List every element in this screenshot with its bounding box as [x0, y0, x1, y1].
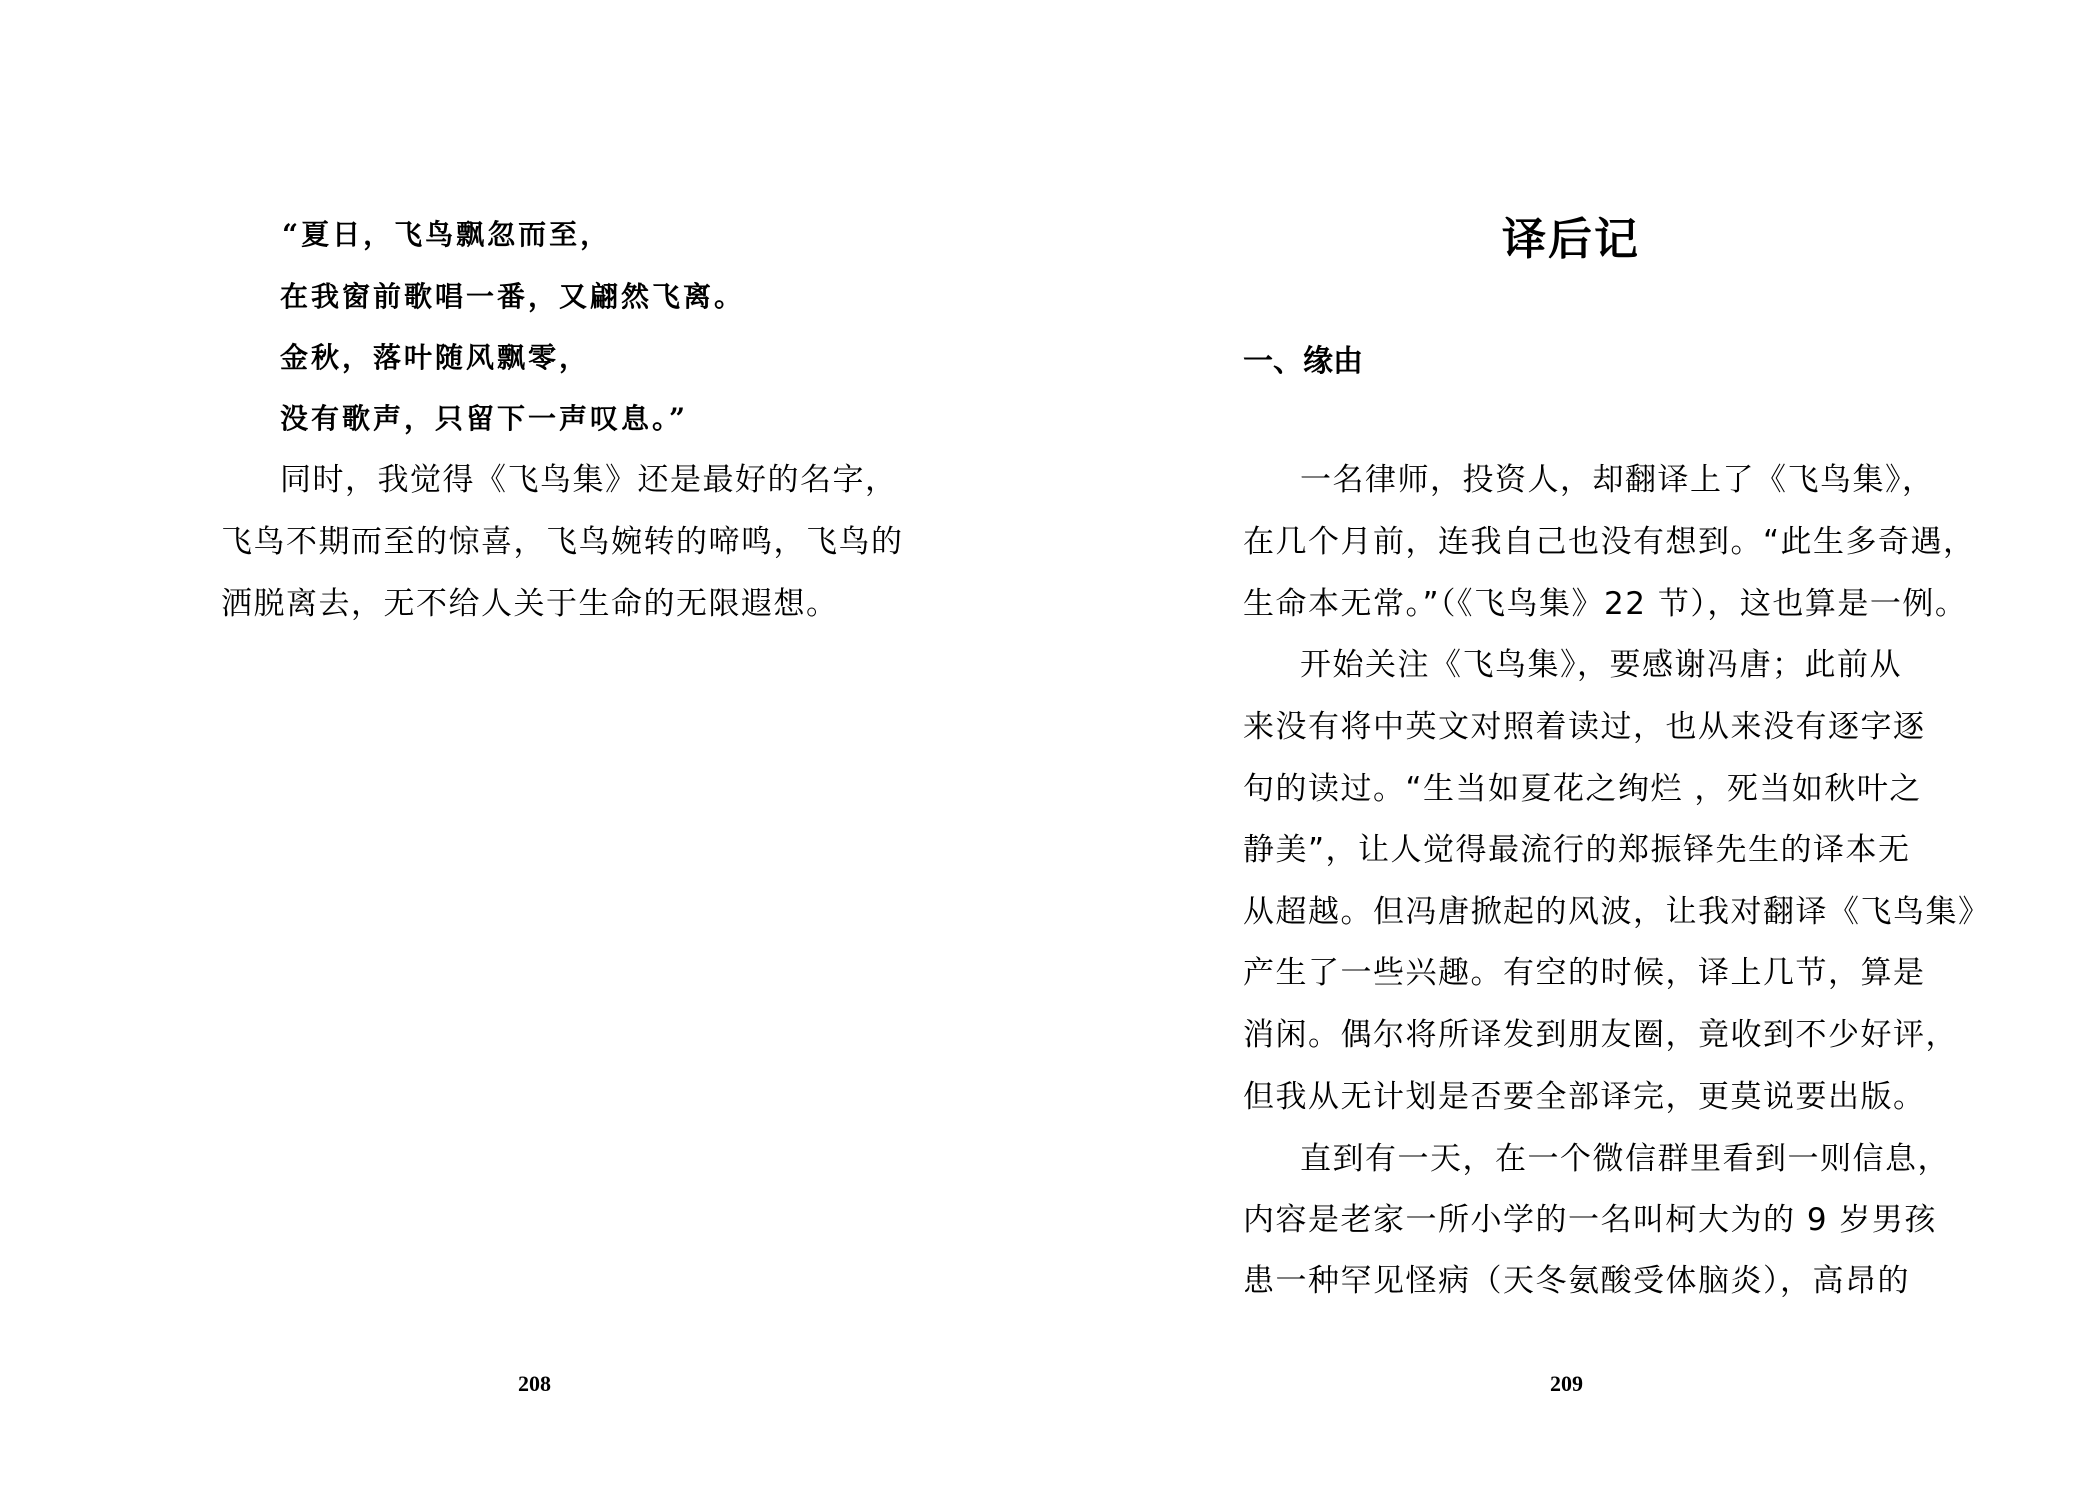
paragraph-line: 开始关注《飞鸟集》，要感谢冯唐；此前从 — [1300, 647, 1902, 683]
chapter-title: 译后记 — [1502, 214, 1640, 265]
paragraph-line: 生命本无常。”（《飞鸟集》22 节），这也算是一例。 — [1243, 586, 1968, 622]
section-heading: 一、缘由 — [1243, 344, 1363, 379]
paragraph-line: 在几个月前，连我自己也没有想到。“此生多奇遇， — [1243, 524, 1976, 560]
paragraph-line: 但我从无计划是否要全部译完，更莫说要出版。 — [1243, 1079, 1926, 1115]
poem-line: 在我窗前歌唱一番，又翩然飞离。 — [280, 280, 746, 313]
paragraph-line: 消闲。偶尔将所译发到朋友圈，竟收到不少好评， — [1243, 1017, 1958, 1053]
paragraph-line: 产生了一些兴趣。有空的时候，译上几节，算是 — [1243, 955, 1926, 991]
paragraph-line: 静美”，让人觉得最流行的郑振铎先生的译本无 — [1243, 832, 1911, 868]
paragraph-line: 句的读过。“生当如夏花之绚烂 ，死当如秋叶之 — [1243, 771, 1922, 807]
poem-line: 金秋，落叶随风飘零， — [280, 341, 591, 374]
poem-line: “夏日，飞鸟飘忽而至， — [282, 218, 612, 251]
paragraph-line: 来没有将中英文对照着读过，也从来没有逐字逐 — [1243, 709, 1926, 745]
paragraph-line: 直到有一天，在一个微信群里看到一则信息， — [1300, 1141, 1950, 1177]
paragraph-line: 内容是老家一所小学的一名叫柯大为的 9 岁男孩 — [1243, 1202, 1937, 1238]
right-page — [1047, 0, 2095, 1489]
paragraph-line: 一名律师，投资人，却翻译上了《飞鸟集》， — [1300, 462, 1935, 498]
paragraph-line: 患一种罕见怪病（天冬氨酸受体脑炎），高昂的 — [1243, 1263, 1910, 1299]
poem-line: 没有歌声，只留下一声叹息。” — [280, 402, 689, 435]
page-number: 208 — [518, 1371, 551, 1396]
paragraph-line: 飞鸟不期而至的惊喜，飞鸟婉转的啼鸣，飞鸟的 — [221, 524, 904, 560]
paragraph-line: 洒脱离去，无不给人关于生命的无限遐想。 — [221, 586, 839, 622]
paragraph-line: 从超越。但冯唐掀起的风波，让我对翻译《飞鸟集》 — [1243, 894, 1991, 930]
page-number: 209 — [1550, 1371, 1583, 1396]
left-page — [0, 0, 1047, 1489]
paragraph-line: 同时，我觉得《飞鸟集》还是最好的名字， — [280, 462, 898, 498]
